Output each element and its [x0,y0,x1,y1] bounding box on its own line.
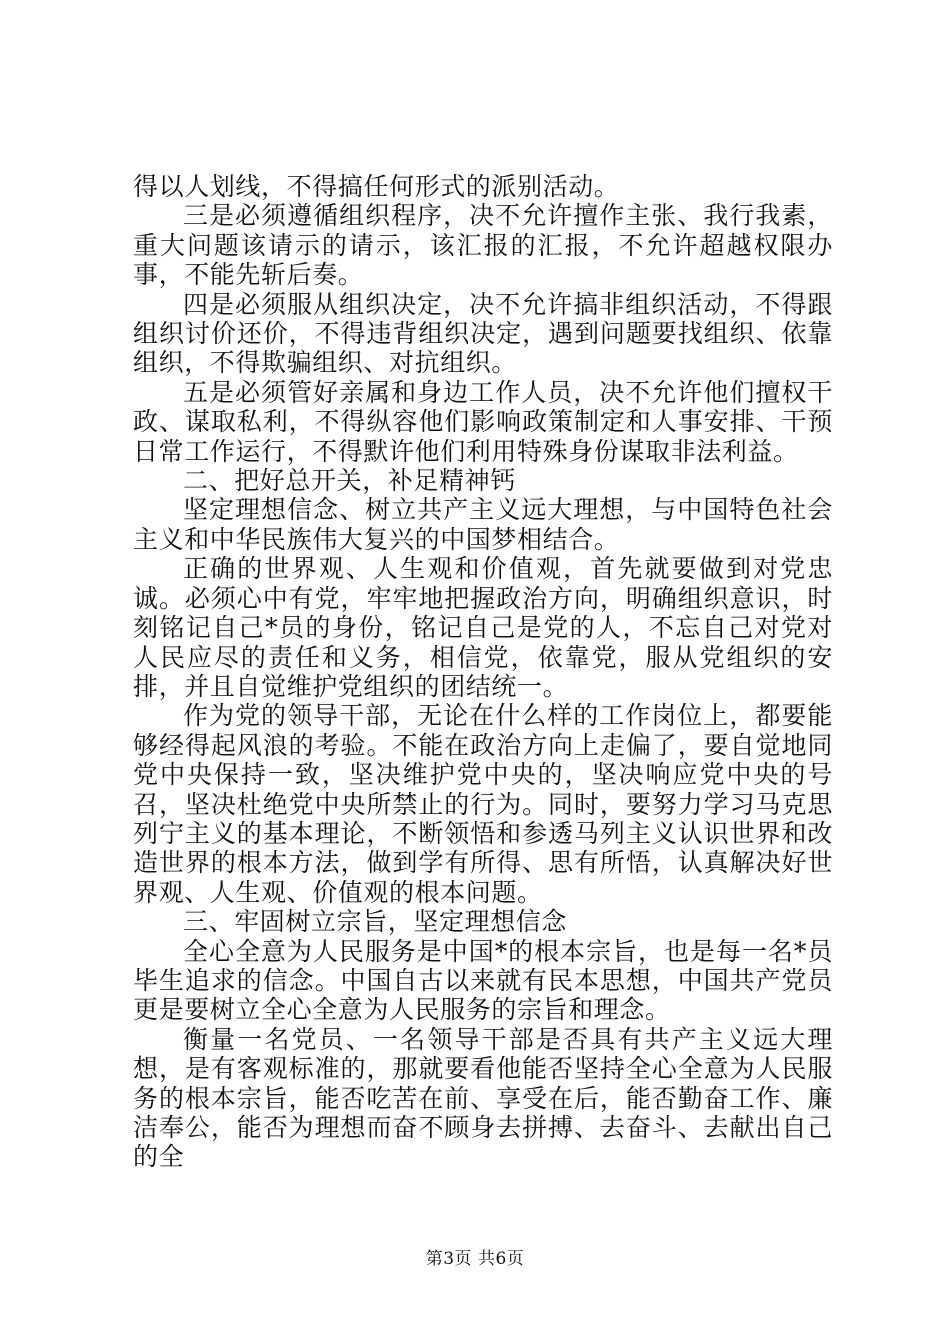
paragraph-6: 正确的世界观、人生观和价值观，首先就要做到对党忠诚。必须心中有党，牢牢地把握政治方向，明确组织意识，时刻铭记自己*员的身份，铭记自己是党的人，不忘自己对党对人民应尽的责任和义务，相信党，依靠党，服从党组织的安排，并且自觉维护党组织的团结统一。 [133,554,833,701]
page-footer: 第3页 共6页 [425,1249,525,1269]
paragraph-3: 四是必须服从组织决定，决不允许搞非组织活动，不得跟组织讨价还价，不得违背组织决定，遇到问题要找组织、依靠组织，不得欺骗组织、对抗组织。 [133,289,833,378]
section-heading-3: 三、牢固树立宗旨，坚定理想信念 [183,907,568,937]
paragraph-4: 五是必须管好亲属和身边工作人员，决不允许他们擅权干政、谋取私利，不得纵容他们影响政策制定和人事安排、干预日常工作运行，不得默许他们利用特殊身份谋取非法利益。 [133,377,833,466]
paragraph-8: 全心全意为人民服务是中国*的根本宗旨，也是每一名*员毕生追求的信念。中国自古以来就有民本思想，中国共产党员更是要树立全心全意为人民服务的宗旨和理念。 [133,936,833,1025]
paragraph-1: 得以人划线，不得搞任何形式的派别活动。 [133,172,620,201]
paragraph-9: 衡量一名党员、一名领导干部是否具有共产主义远大理想，是有客观标准的，那就要看他能否坚持全心全意为人民服务的根本宗旨，能否吃苦在前、享受在后，能否勤奋工作、廉洁奉公，能否为理想而奋不顾身去拼搏、去奋斗、去献出自己的全 [133,1024,833,1172]
paragraph-5: 坚定理想信念、树立共产主义远大理想，与中国特色社会主义和中华民族伟大复兴的中国梦相结合。 [133,495,833,554]
paragraph-2: 三是必须遵循组织程序，决不允许擅作主张、我行我素，重大问题该请示的请示，该汇报的汇报，不允许超越权限办事，不能先斩后奏。 [133,201,833,290]
paragraph-7: 作为党的领导干部，无论在什么样的工作岗位上，都要能够经得起风浪的考验。不能在政治方向上走偏了，要自觉地同党中央保持一致，坚决维护党中央的，坚决响应党中央的号召，坚决杜绝党中央所禁止的行为。同时，要努力学习马克思列宁主义的基本理论，不断领悟和参透马列主义认识世界和改造世界的根本方法，做到学有所得、思有所悟，认真解决好世界观、人生观、价值观的根本问题。 [133,701,833,907]
section-heading-2: 二、把好总开关，补足精神钙 [183,466,516,496]
document-body [133,172,833,1172]
